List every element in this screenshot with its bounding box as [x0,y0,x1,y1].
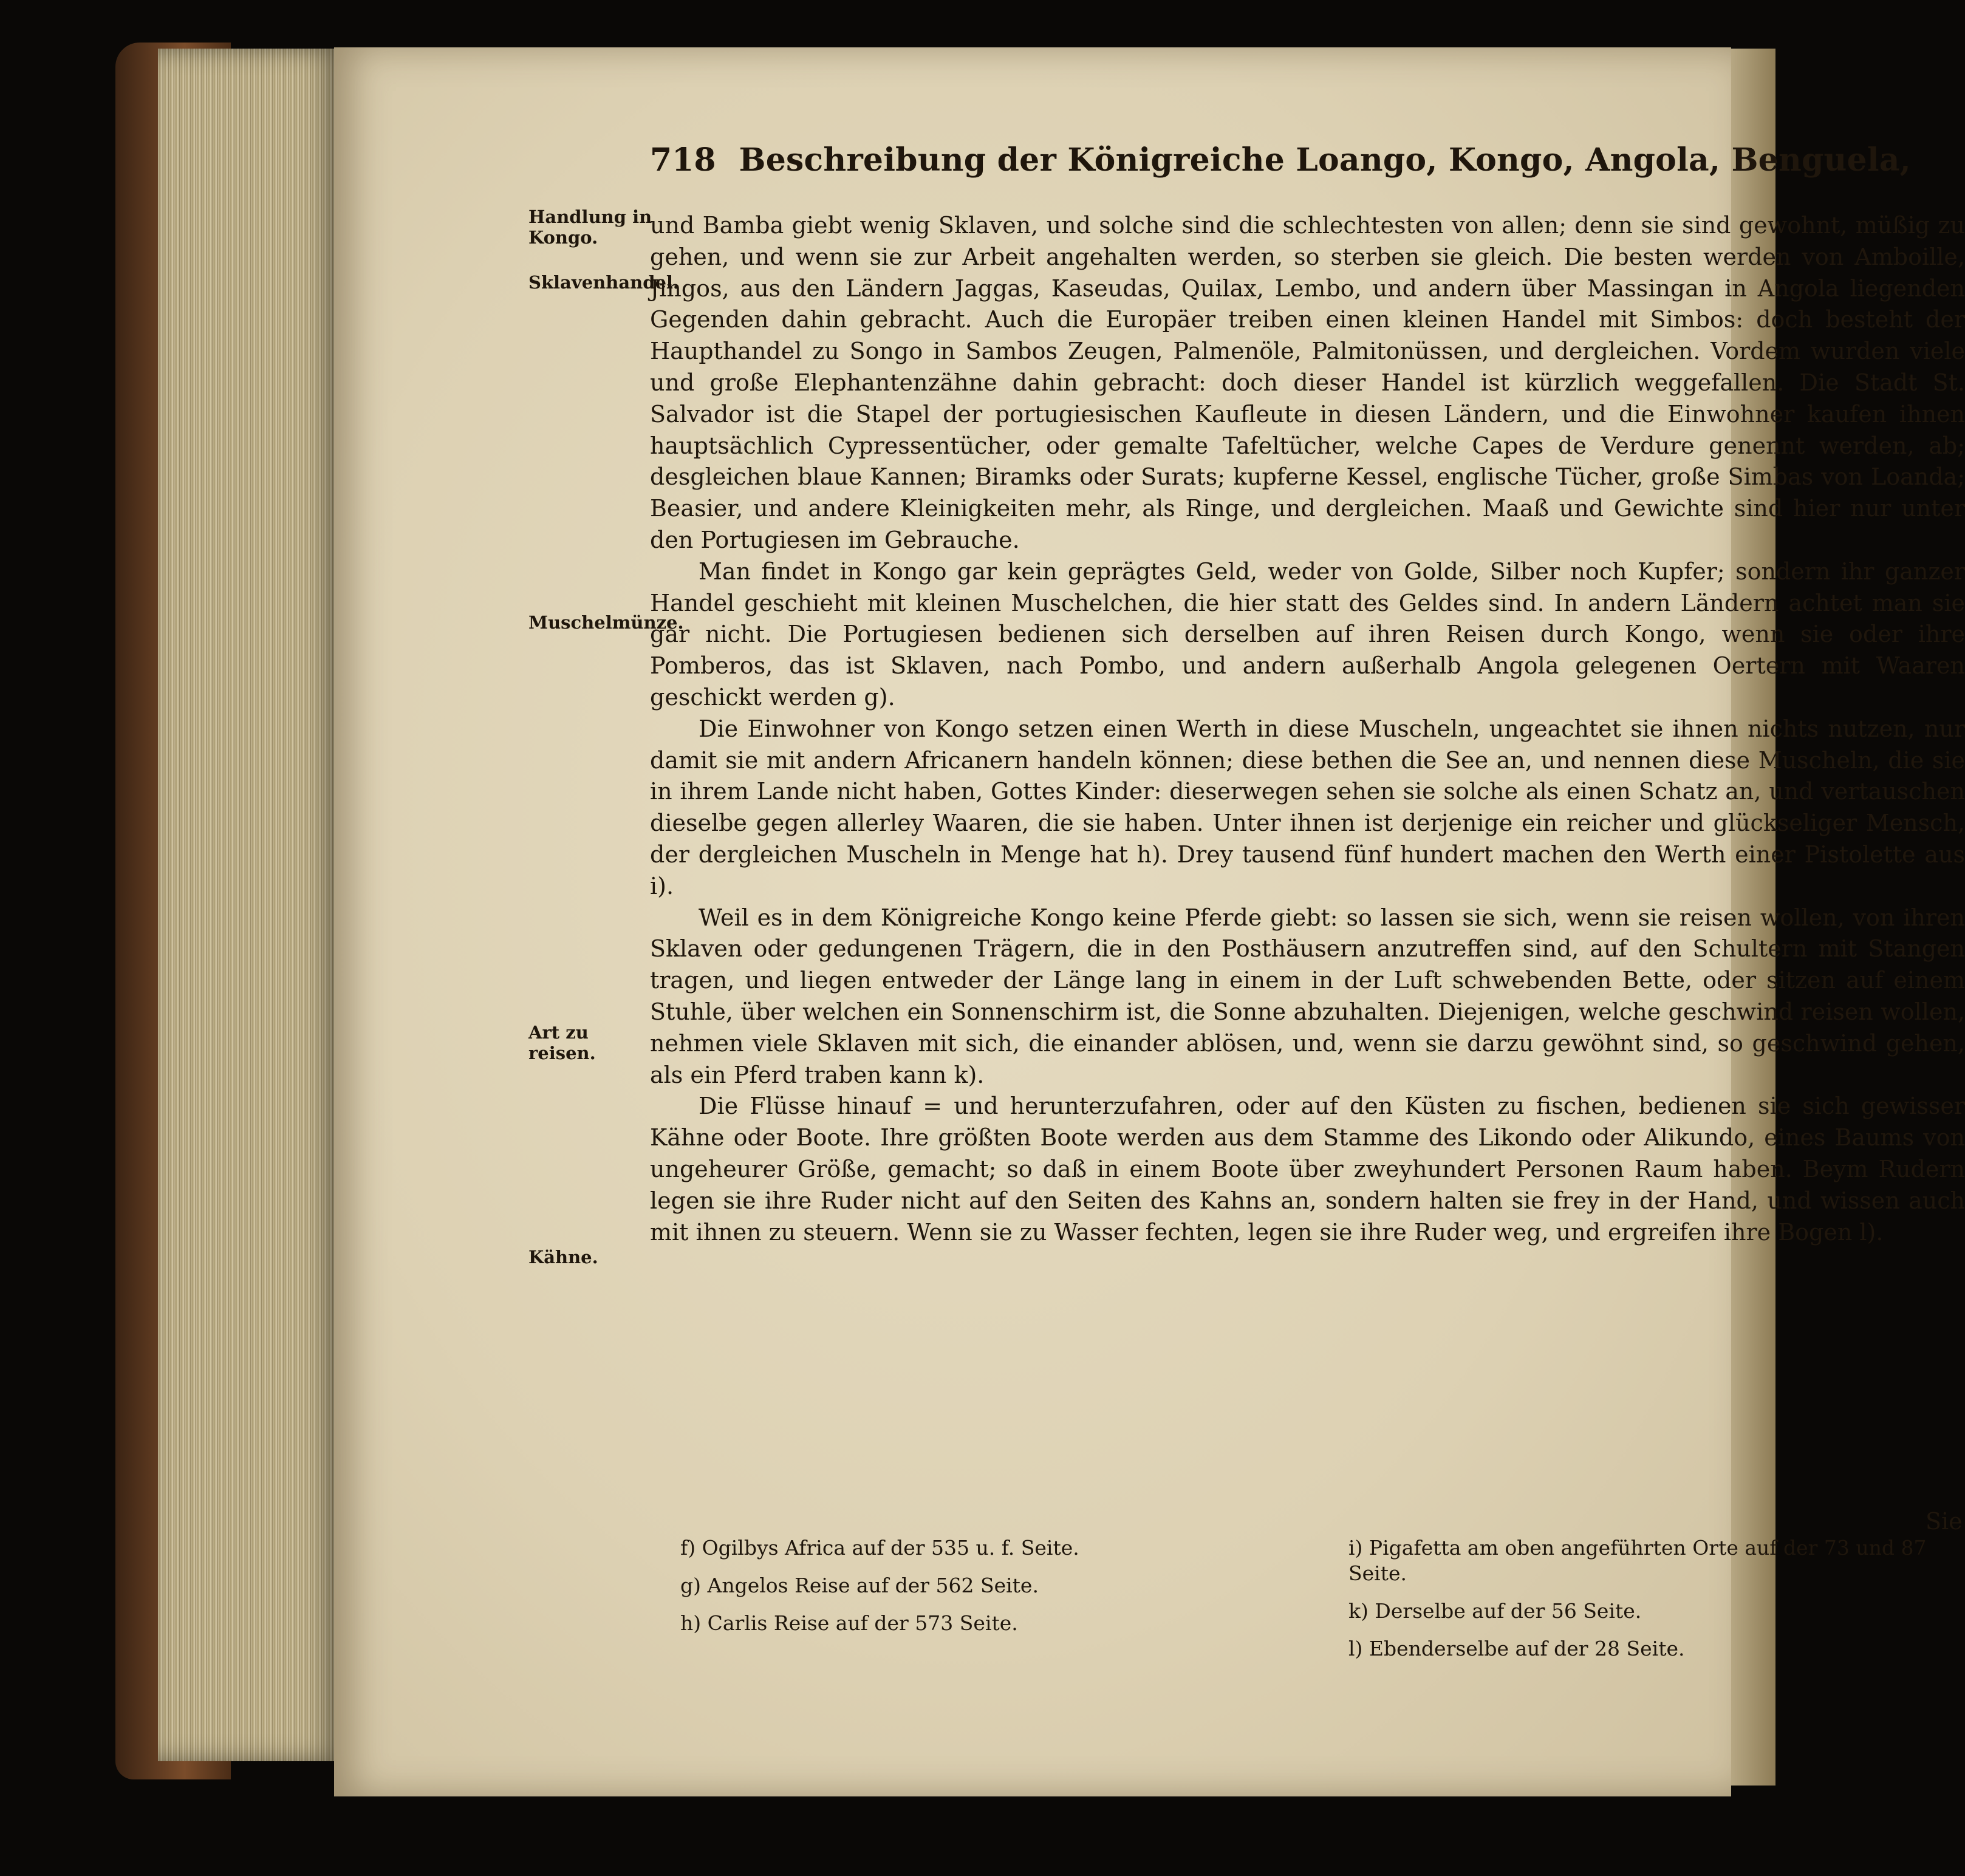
margin-note: Sklavenhandel. [528,272,680,293]
footnote: l) Ebenderselbe auf der 28 Seite. [1348,1637,1685,1660]
footnote: f) Ogilbys Africa auf der 535 u. f. Seite. [680,1536,1079,1560]
paragraph: Weil es in dem Königreiche Kongo keine Pferde giebt: so lassen sie sich, wenn sie reisen wollen, von ihren Sklaven oder gedungenen Trägern, die in den Posthäusern anzutreffen sind, auf den Schultern mit Stangen tragen, und liegen entweder der Länge lang in einem in der Luft schwebenden Bette, oder sitzen auf einem Stuhle, über welchen ein Sonnenschirm ist, die Sonne abzuhalten. Diejenigen, welche geschwind reisen wollen, nehmen viele Sklaven mit sich, die einander ablösen, und, wenn sie darzu gewöhnt sind, so geschwind gehen, als ein Pferd traben kann k). [650,904,1965,1088]
paragraph: Man findet in Kongo gar kein geprägtes Geld, weder von Golde, Silber noch Kupfer; sondern ihr ganzer Handel geschieht mit kleinen Muschelchen, die hier statt des Geldes sind. In andern Ländern achtet man sie gar nicht. Die Portugiesen bedienen sich derselben auf ihren Reisen durch Kongo, wenn sie oder ihre Pomberos, das ist Sklaven, nach Pombo, und andern außerhalb Angola gelegenen Oertern mit Waaren geschickt werden g). [650,558,1965,711]
margin-note: Kähne. [528,1247,598,1267]
page-title: Beschreibung der Königreiche Loango, Kongo, Angola, Benguela, [739,142,1911,179]
footnote: i) Pigafetta am oben angeführten Orte auf der 73 und 87 Seite. [1348,1536,1927,1585]
page-number: 718 [650,142,716,179]
catchword: Sie [1926,1508,1963,1535]
footnote: g) Angelos Reise auf der 562 Seite. [680,1574,1039,1597]
paragraph: Die Einwohner von Kongo setzen einen Werth in diese Muscheln, ungeachtet sie ihnen nichts nutzen, nur damit sie mit andern Africanern handeln können; diese bethen die See an, und nennen diese Muscheln, die sie in ihrem Lande nicht haben, Gottes Kinder: dieserwegen sehen sie solche als einen Schatz an, und vertauschen dieselbe gegen allerley Waaren, die sie haben. Unter ihnen ist derjenige ein reicher und glückseliger Mensch, der dergleichen Muscheln in Menge hat h). Drey tausend fünf hundert machen den Werth einer Pistolette aus i). [650,715,1965,899]
paragraph: Die Flüsse hinauf = und herunterzufahren, oder auf den Küsten zu fischen, bedienen sie sich gewisser Kähne oder Boote. Ihre größten Boote werden aus dem Stamme des Likondo oder Alikundo, eines Baums von ungeheurer Größe, gemacht; so daß in einem Boote über zweyhundert Personen Raum haben. Beym Rudern legen sie ihre Ruder nicht auf den Seiten des Kahns an, sondern halten sie frey in der Hand, und wissen auch mit ihnen zu steuern. Wenn sie zu Wasser fechten, legen sie ihre Ruder weg, und ergreifen ihre Bogen l). [650,1093,1965,1246]
running-header [650,142,1962,199]
paragraph: und Bamba giebt wenig Sklaven, und solche sind die schlechtesten von allen; denn sie sind gewohnt, müßig zu gehen, und wenn sie zur Arbeit angehalten werden, so sterben sie gleich. Die besten werden von Amboille, Jingos, aus den Ländern Jaggas, Kaseudas, Quilax, Lembo, und andern über Massingan in Angola liegenden Gegenden dahin gebracht. Auch die Europäer treiben einen kleinen Handel mit Simbos: doch besteht der Haupthandel zu Songo in Sambos Zeugen, Palmenöle, Palmitonüssen, und dergleichen. Vordem wurden viele und große Elephantenzähne dahin gebracht: doch dieser Handel ist kürzlich weggefallen. Die Stadt St. Salvador ist die Stapel der portugiesischen Kaufleute in diesen Ländern, und die Einwohner kaufen ihnen hauptsächlich Cypressentücher, oder gemalte Tafeltücher, welche Capes de Verdure genennt werden, ab; desgleichen blaue Kannen; Biramks oder Surats; kupferne Kessel, englische Tücher, große Simbas von Loanda; Beasier, und andere Kleinigkeiten mehr, als Ringe, und dergleichen. Maaß und Gewichte sind hier nur unter den Portugiesen im Gebrauche. [650,212,1965,553]
main-text [650,210,1965,1248]
page-content [334,47,1965,1796]
margin-note: Handlung in Kongo. [528,206,652,248]
page-edges [158,49,340,1761]
footnote: h) Carlis Reise auf der 573 Seite. [680,1611,1018,1635]
footnotes-left-column [680,1535,1288,1648]
margin-note: Art zu reisen. [528,1022,596,1063]
footnote: k) Derselbe auf der 56 Seite. [1348,1599,1642,1623]
book-page [334,47,1965,1796]
margin-note: Muschelmünze. [528,612,684,633]
footnotes-right-column [1348,1535,1956,1674]
